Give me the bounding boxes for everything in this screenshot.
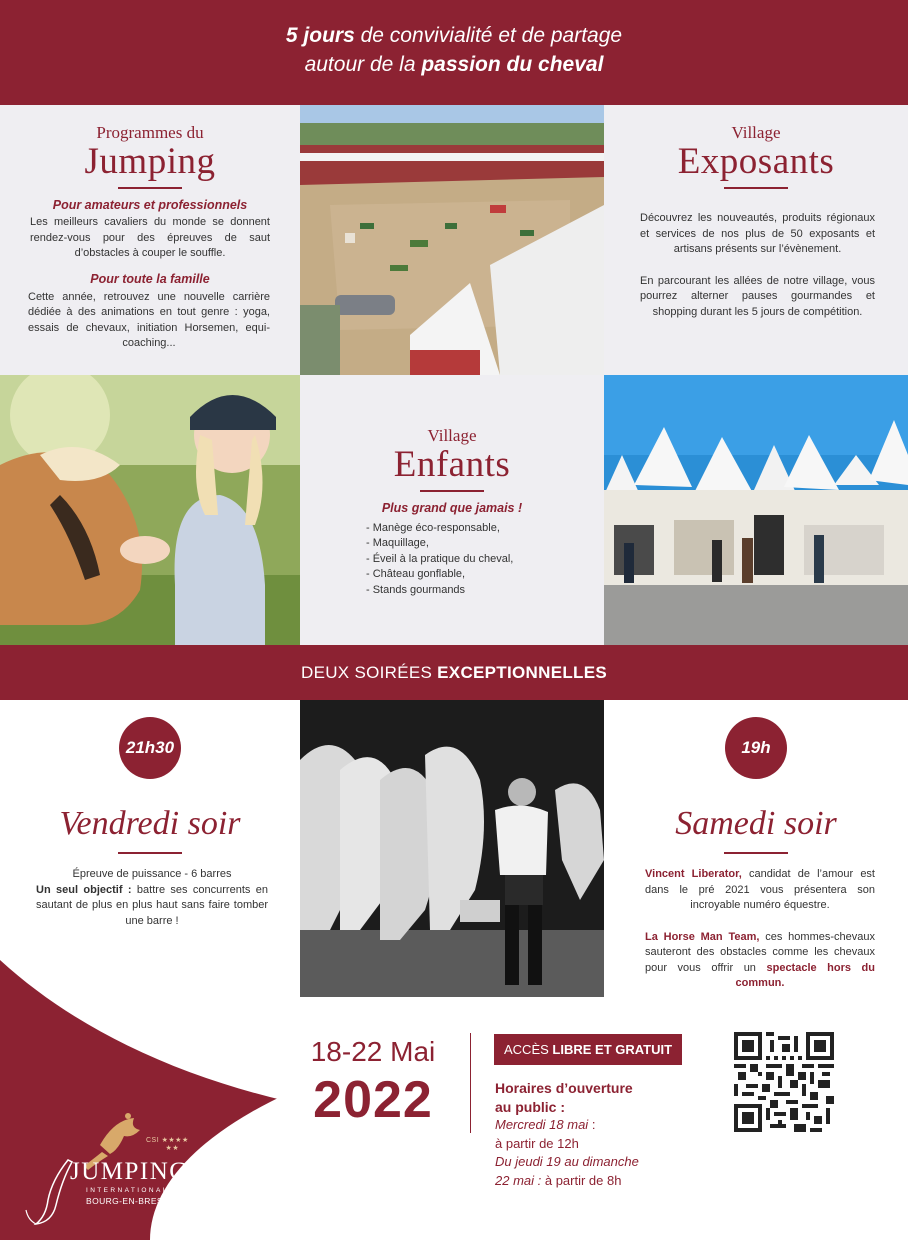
child-pony-photo (0, 375, 300, 645)
enfants-section (300, 375, 604, 645)
enfants-list (366, 521, 604, 598)
jumping-text-1: Les meilleurs cavaliers du monde se donnent rendez-vous pour des épreuves de saut d’obstacles à couper le souffle. (30, 216, 270, 259)
header-line-1-bold: 5 jours (285, 24, 355, 47)
access-badge (494, 1034, 682, 1065)
hours-title-2: au public : (495, 1098, 565, 1115)
samedi-time-badge: 19h (725, 717, 787, 779)
samedi-text-2-rest: ces hommes-chevaux sauteront des obstacles comme les chevaux pour vous offrir un (645, 930, 875, 974)
arena-photo (300, 105, 604, 375)
samedi-performer-1: Vincent Liberator, (645, 868, 742, 880)
exhibitor-tents-photo (604, 375, 908, 645)
event-year: 2022 (313, 1071, 433, 1129)
samedi-title: Samedi soir (675, 805, 837, 842)
jumping-section (0, 105, 300, 375)
list-item: - Maquillage, (366, 537, 429, 550)
footer-divider (470, 1033, 471, 1133)
samedi-performer-2: La Horse Man Team, (645, 930, 760, 943)
soirees-band-bold: EXCEPTIONNELLES (437, 663, 607, 682)
samedi-text-1 (645, 867, 875, 914)
enfants-title: Enfants (393, 444, 511, 485)
enfants-small-title: Village (427, 426, 477, 445)
list-item: - Stands gourmands (366, 583, 466, 596)
vendredi-section (0, 700, 300, 940)
list-item: - Manège éco-responsable, (366, 522, 500, 534)
vendredi-title: Vendredi soir (59, 805, 241, 842)
vendredi-time-badge: 21h30 (119, 717, 181, 779)
exposants-section (604, 105, 908, 375)
header-line-1 (0, 0, 908, 50)
horses-show-photo (300, 700, 604, 997)
samedi-text-2 (645, 930, 875, 991)
opening-hours (495, 1079, 715, 1190)
event-date-range: 18-22 Mai (310, 1036, 436, 1067)
samedi-highlight: spectacle hors du commun. (735, 961, 875, 989)
hours-day-2: Du jeudi 19 au dimanche (495, 1154, 639, 1169)
samedi-text-1-rest: candidat de l’amour est dans le pré 2021 vous présentera son incroyable numéro équestre. (645, 868, 875, 911)
vendredi-line-1: Épreuve de puissance - 6 barres (72, 868, 232, 880)
vendredi-divider (118, 852, 182, 854)
vendredi-description (36, 867, 268, 929)
header-line-2 (0, 50, 908, 79)
logo-name: JUMPING (70, 1158, 189, 1185)
vendredi-line-2: battre ses concurrents en sautant de plus en plus haut sans faire tomber une barre ! (36, 883, 268, 927)
exposants-text-1: Découvrez les nouveautés, produits régionaux et services de nos plus de 50 exposants et artisans présents sur l’évènement. (640, 212, 875, 255)
enfants-divider (420, 490, 484, 492)
hours-title-1: Horaires d’ouverture (495, 1080, 633, 1096)
soirees-band (0, 645, 908, 700)
exposants-text-2: En parcourant les allées de notre village, vous pourrez alterner pauses gourmandes et shopping durant les 5 jours de compétition. (640, 274, 875, 318)
header-band (0, 0, 908, 105)
enfants-subhead: Plus grand que jamais ! (381, 501, 523, 515)
hours-day-1: Mercredi 18 mai (495, 1117, 589, 1132)
vendredi-objective-label: Un seul objectif : (36, 883, 132, 896)
list-item: - Château gonflable, (366, 568, 466, 581)
logo-csi: CSI (146, 1137, 160, 1144)
qr-code-icon[interactable] (734, 1032, 834, 1132)
jumping-subhead-1: Pour amateurs et professionnels (52, 198, 248, 212)
jumping-small-title: Programmes du (96, 123, 204, 142)
hours-day-2-time: à partir de 8h (541, 1172, 622, 1188)
logo-stars: CSI ★★★★ ★★ (146, 1137, 189, 1152)
jumping-title: Jumping (84, 141, 216, 182)
hours-day-2-end: 22 mai : (495, 1172, 542, 1188)
hours-day-1-time: à partir de 12h (495, 1135, 579, 1151)
access-bold: LIBRE ET GRATUIT (552, 1042, 673, 1057)
hours-day-1-colon: : (588, 1117, 596, 1132)
jumping-logo (22, 1110, 222, 1230)
logo-subtitle-2: BOURG-EN-BRESSE - AIN (86, 1196, 199, 1206)
logo-subtitle-1: INTERNATIONAL (86, 1187, 169, 1194)
soirees-band-normal: DEUX SOIRÉES (301, 663, 438, 682)
samedi-divider (724, 852, 788, 854)
header-line-2-rest: autour de la (304, 53, 422, 76)
access-normal: ACCÈS (504, 1042, 553, 1057)
list-item: - Éveil à la pratique du cheval, (366, 552, 514, 565)
exposants-divider (724, 187, 788, 189)
jumping-divider (118, 187, 182, 189)
header-line-1-rest: de convivialité et de partage (354, 24, 623, 47)
exposants-small-title: Village (731, 123, 781, 142)
jumping-text-2: Cette année, retrouvez une nouvelle carrière dédiée à des animations en tout genre : yoga, essais de chevaux, initiation Horsemen, equi-coaching... (28, 290, 270, 349)
exposants-title: Exposants (677, 141, 835, 182)
header-line-2-bold: passion du cheval (421, 53, 604, 76)
samedi-section (604, 700, 908, 990)
event-dates (290, 1036, 456, 1130)
jumping-subhead-2: Pour toute la famille (90, 271, 210, 286)
